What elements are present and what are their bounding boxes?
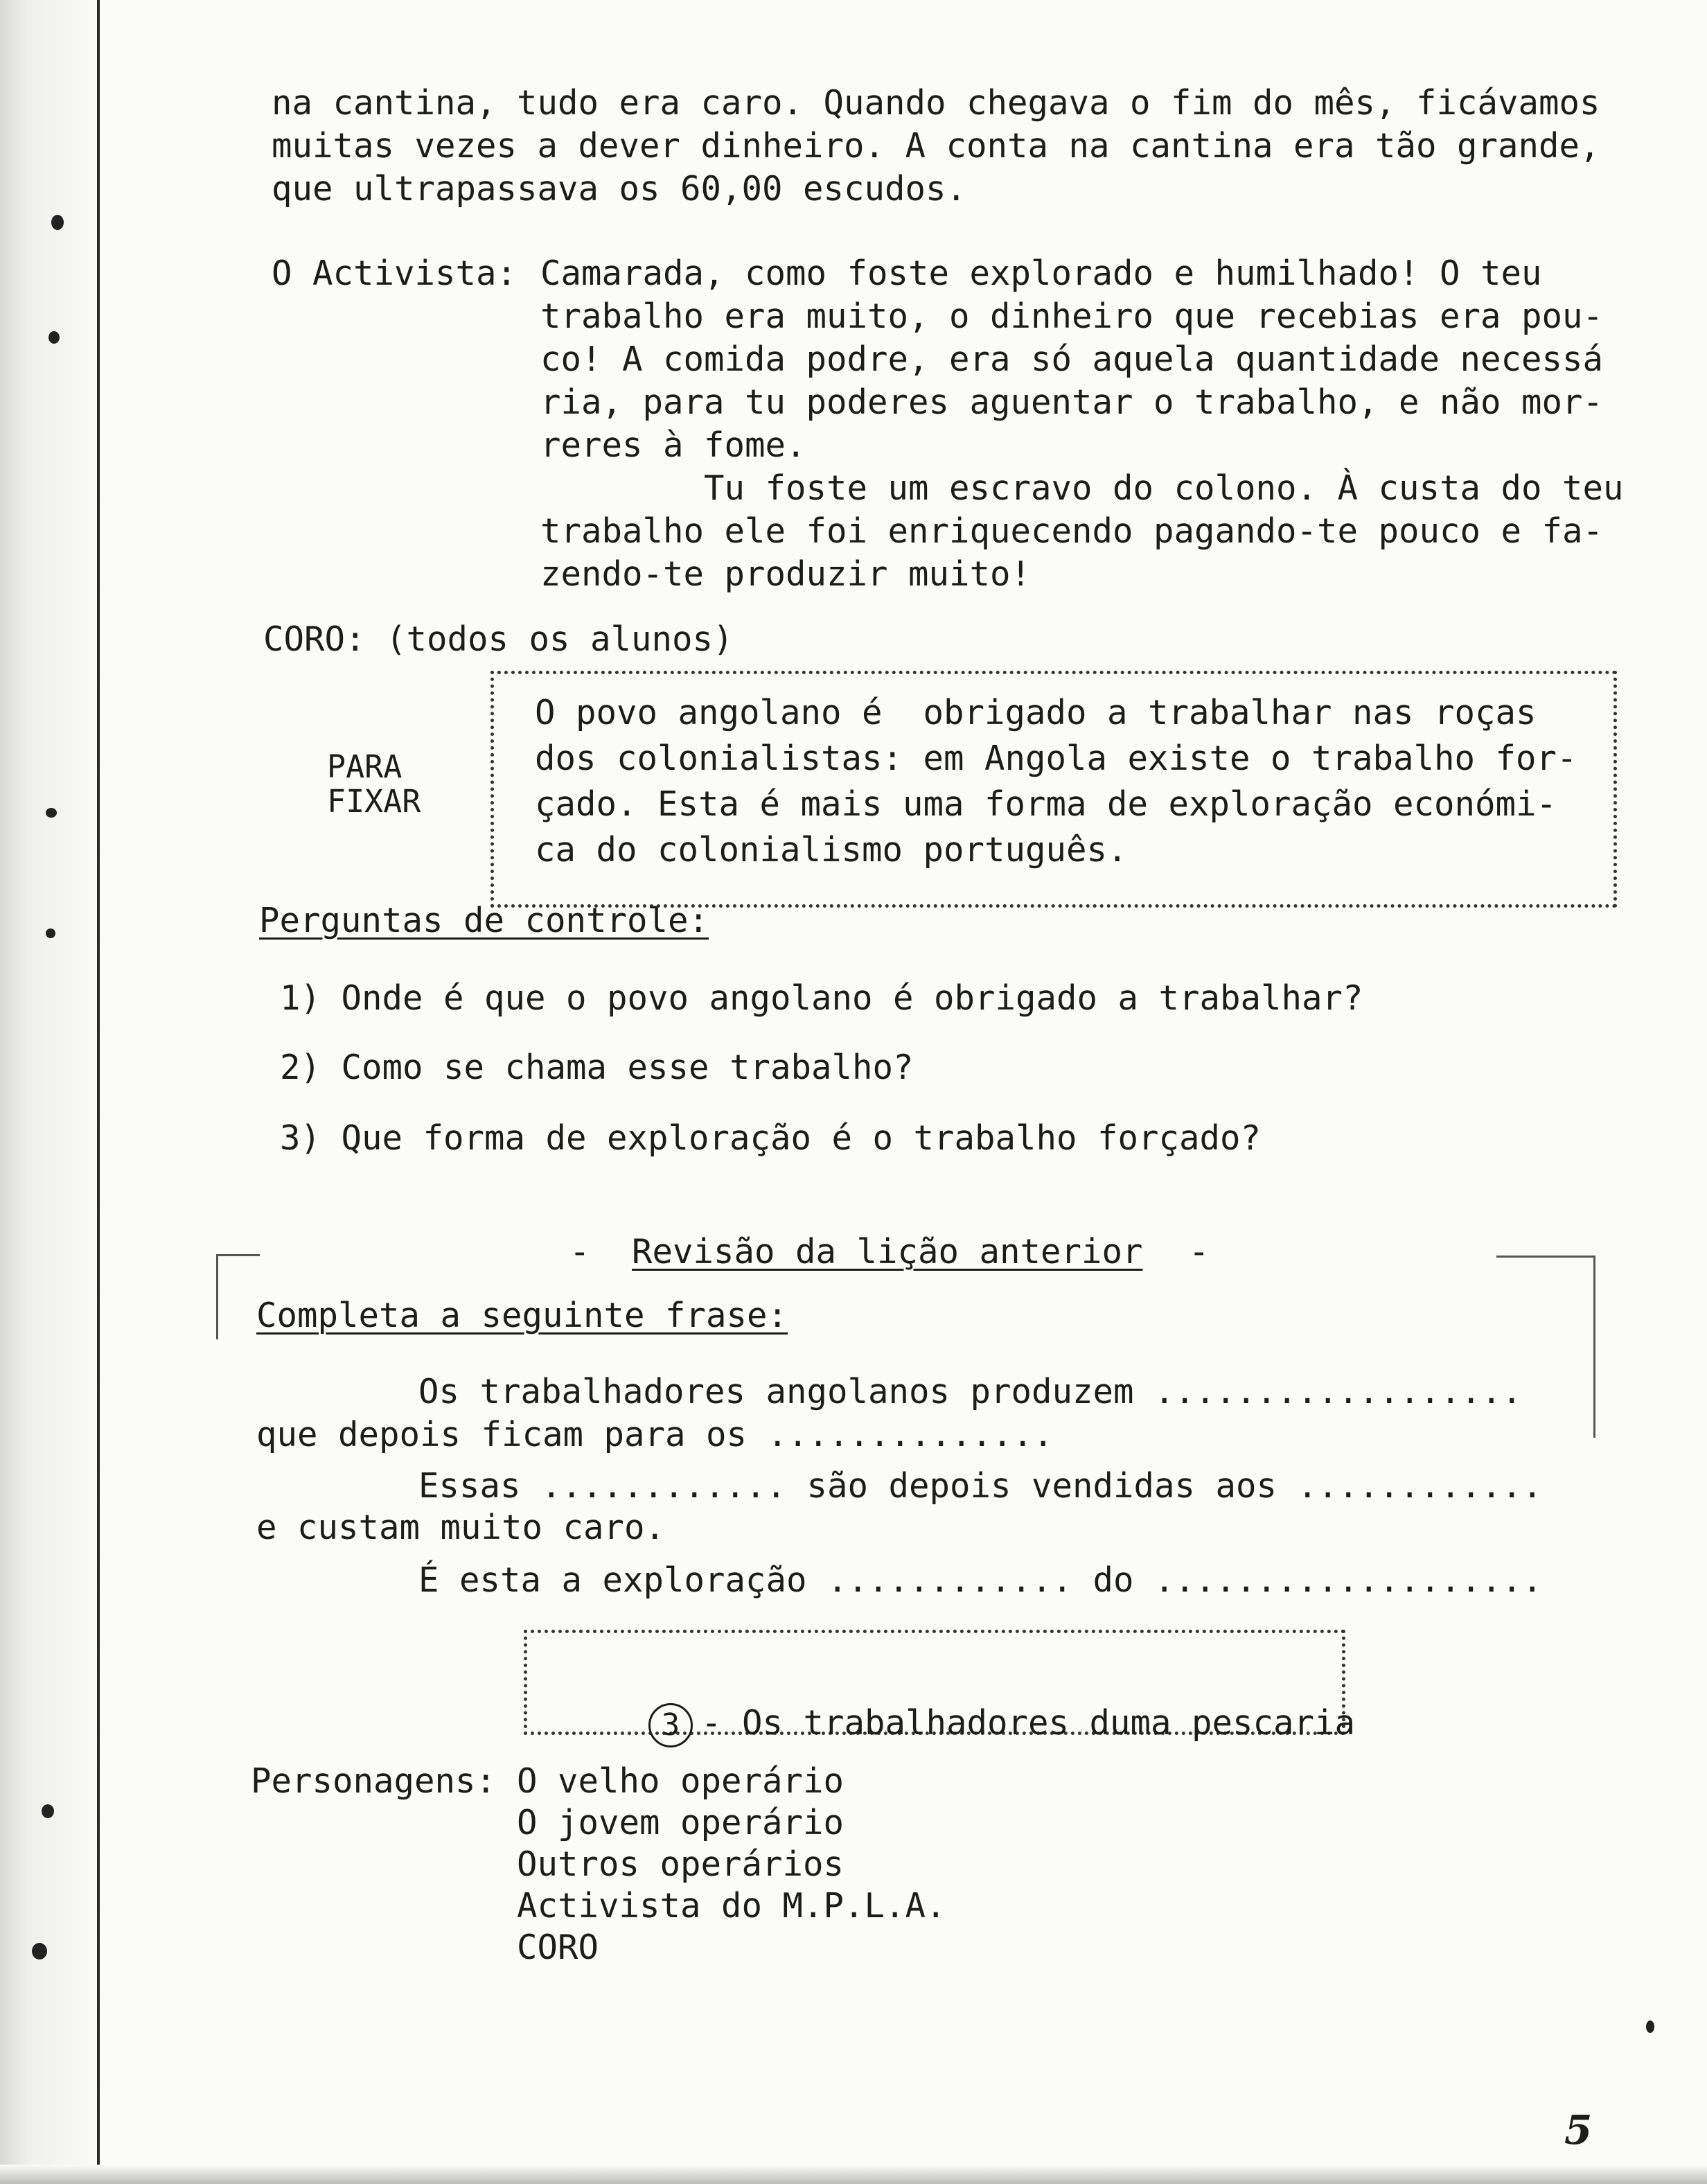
revision-line: que depois ficam para os .............. — [256, 1415, 1054, 1454]
para-fixar-label-2: FIXAR — [327, 783, 421, 820]
control-question: 1) Onde é que o povo angolano é obrigado a trabalhar? — [280, 978, 1363, 1018]
binding-line — [97, 0, 100, 2184]
intro-line: muitas vezes a dever dinheiro. A conta na cantina era tão grande, — [272, 126, 1600, 166]
revision-dash-right: - — [1189, 1232, 1210, 1271]
revision-line: Os trabalhadores angolanos produzem .................. — [418, 1372, 1523, 1411]
pencil-bracket-left — [216, 1254, 260, 1339]
intro-line: que ultrapassava os 60,00 escudos. — [272, 169, 967, 209]
para-fixar-line: ca do colonialismo português. — [535, 830, 1128, 870]
scan-speck — [51, 215, 64, 230]
activist-line: zendo-te produzir muito! — [540, 554, 1032, 594]
scan-speck — [42, 1804, 54, 1818]
para-fixar-line: dos colonialistas: em Angola existe o trabalho for- — [535, 739, 1577, 778]
activist-line: reres à fome. — [540, 425, 806, 465]
activist-line: ria, para tu poderes aguentar o trabalho, e não mor- — [540, 382, 1604, 422]
page-number: 5 — [1564, 2106, 1593, 2154]
activist-line: Camarada, como foste explorado e humilhado! O teu — [540, 254, 1542, 293]
control-question: 2) Como se chama esse trabalho? — [280, 1048, 914, 1087]
activist-speaker-label: O Activista: — [272, 254, 518, 293]
revision-line: Essas ............ são depois vendidas aos ............ — [418, 1466, 1543, 1506]
activist-line: co! A comida podre, era só aquela quantidade necessá — [540, 340, 1604, 379]
control-questions-heading: Perguntas de controle: — [259, 901, 709, 940]
scan-speck — [32, 1943, 47, 1960]
character-item: CORO — [517, 1928, 599, 1967]
scan-speck — [48, 331, 60, 344]
character-item: Outros operários — [517, 1844, 844, 1884]
binding-shadow — [0, 0, 104, 2184]
bottom-page-edge — [0, 2165, 1707, 2184]
lesson-number-circle: 3 — [648, 1703, 693, 1747]
revision-title: Revisão da lição anterior — [632, 1232, 1143, 1271]
para-fixar-line: O povo angolano é obrigado a trabalhar nas roças — [535, 693, 1537, 732]
activist-line: trabalho ele foi enriquecendo pagando-te pouco e fa- — [540, 511, 1604, 551]
choir-label: CORO: (todos os alunos) — [263, 619, 734, 659]
revision-instruction: Completa a seguinte frase: — [256, 1296, 788, 1335]
character-item: O velho operário — [517, 1761, 844, 1801]
character-item: Activista do M.P.L.A. — [517, 1886, 946, 1926]
revision-line: e custam muito caro. — [256, 1508, 666, 1547]
scan-speck — [1646, 2020, 1654, 2033]
revision-line: É esta a exploração ............ do ................... — [418, 1560, 1543, 1600]
character-item: O jovem operário — [517, 1803, 844, 1842]
revision-dash-left: - — [569, 1232, 590, 1271]
intro-line: na cantina, tudo era caro. Quando chegava o fim do mês, ficávamos — [272, 83, 1600, 123]
scan-speck — [46, 808, 57, 818]
activist-line: Tu foste um escravo do colono. À custa do teu — [704, 468, 1624, 508]
scan-speck — [46, 928, 55, 938]
para-fixar-label-1: PARA — [327, 748, 403, 785]
characters-label: Personagens: — [251, 1761, 497, 1801]
control-question: 3) Que forma de exploração é o trabalho forçado? — [280, 1118, 1262, 1158]
para-fixar-line: çado. Esta é mais uma forma de exploração económi- — [535, 784, 1557, 824]
activist-line: trabalho era muito, o dinheiro que recebias era pou- — [540, 297, 1604, 336]
lesson-title-text: - Os trabalhadores duma pescaria — [701, 1703, 1356, 1743]
